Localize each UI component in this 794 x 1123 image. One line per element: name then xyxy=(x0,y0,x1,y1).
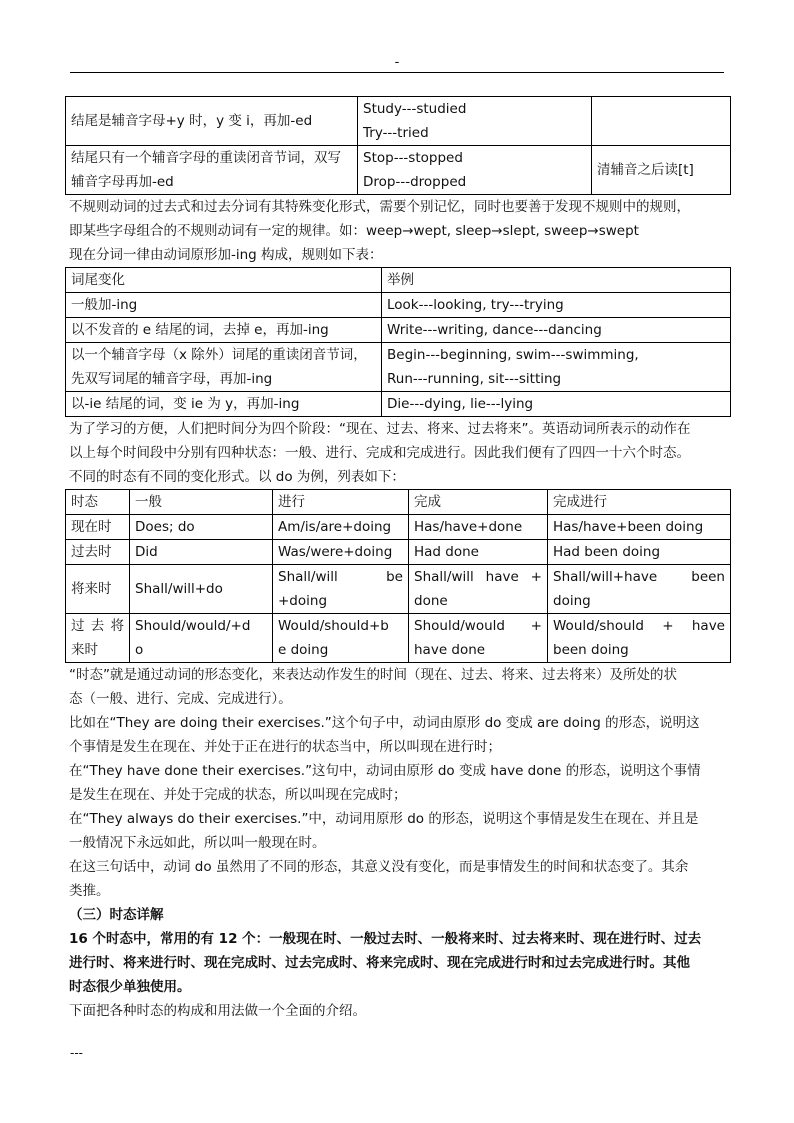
text-line: 不规则动词的过去式和过去分词有其特殊变化形式，需要个别记忆，同时也要善于发现不规则中的规则， xyxy=(69,199,690,215)
ed-rules-table xyxy=(65,96,731,195)
example-line: Drop---dropped xyxy=(363,174,467,190)
cell-line: e doing xyxy=(278,642,329,658)
cell-line: o xyxy=(135,642,144,658)
rule-cell: 以不发音的 e 结尾的词，去掉 e，再加-ing xyxy=(66,318,382,343)
text-line: 不同的时态有不同的变化形式。以 do 为例，列表如下： xyxy=(69,469,405,485)
rule-cell: 以-ie 结尾的词，变 ie 为 y，再加-ing xyxy=(66,392,382,417)
cell-line: Would/should + have xyxy=(553,618,725,634)
table-row xyxy=(66,97,731,146)
rule-cell xyxy=(66,343,382,392)
tense-cell xyxy=(273,614,409,663)
cell-line: Shall/will+have been xyxy=(553,569,725,585)
page-footer-mark: --- xyxy=(70,1046,83,1060)
example-cell xyxy=(358,97,592,146)
column-header: 完成进行 xyxy=(548,490,731,515)
cell-line: Shall/will be xyxy=(278,569,403,585)
column-header: 完成 xyxy=(409,490,548,515)
column-header: 词尾变化 xyxy=(66,268,382,293)
tense-cell xyxy=(273,565,409,614)
text-line: 类推。 xyxy=(69,883,110,899)
note-cell: 清辅音之后读[t] xyxy=(592,146,731,195)
table-row xyxy=(66,614,731,663)
example-cell xyxy=(382,343,731,392)
cell-line: Shall/will have + xyxy=(414,569,542,585)
tense-cell xyxy=(548,614,731,663)
table-row xyxy=(66,318,731,343)
cell-line: Should/would/+d xyxy=(135,618,251,634)
cell-line: 过去将 xyxy=(71,618,124,634)
tense-cell: Had done xyxy=(409,540,548,565)
text-line: 态（一般、进行、完成、完成进行）。 xyxy=(69,691,292,707)
table-row xyxy=(66,293,731,318)
example-line: Study---studied xyxy=(363,101,467,117)
cell-line: +doing xyxy=(278,593,328,609)
table-row xyxy=(66,146,731,195)
row-label xyxy=(66,614,130,663)
cell-line: been doing xyxy=(553,642,629,658)
note-cell xyxy=(592,97,731,146)
tense-cell: Has/have+been doing xyxy=(548,515,731,540)
tense-cell: Had been doing xyxy=(548,540,731,565)
tense-cell: Shall/will+do xyxy=(130,565,273,614)
table-row xyxy=(66,565,731,614)
text-line: “时态”就是通过动词的形态变化，来表达动作发生的时间（现在、过去、将来、过去将来）及所处的状 xyxy=(69,667,677,683)
tense-cell: Does; do xyxy=(130,515,273,540)
tense-cell: Did xyxy=(130,540,273,565)
document-body xyxy=(65,96,730,1023)
row-label: 过去时 xyxy=(66,540,130,565)
tense-cell: Was/were+doing xyxy=(273,540,409,565)
table-row xyxy=(66,392,731,417)
text-line: 即某些字母组合的不规则动词有一定的规律。如：weep→wept, sleep→slept, sweep→swept xyxy=(69,223,639,239)
example-line: Try---tried xyxy=(363,125,429,141)
tense-cell xyxy=(409,614,548,663)
row-label: 将来时 xyxy=(66,565,130,614)
example-cell: Die---dying, lie---lying xyxy=(382,392,731,417)
rule-cell: 结尾只有一个辅音字母的重读闭音节词，双写辅音字母再加-ed xyxy=(66,146,358,195)
tense-cell xyxy=(130,614,273,663)
cell-line: doing xyxy=(553,593,591,609)
example-line: Stop---stopped xyxy=(363,150,463,166)
table-row xyxy=(66,343,731,392)
text-line: 为了学习的方便，人们把时间分为四个阶段：“现在、过去、将来、过去将来”。英语动词所表示的动作在 xyxy=(69,421,691,437)
table-header-row xyxy=(66,490,731,515)
example-cell xyxy=(358,146,592,195)
tense-cell xyxy=(548,565,731,614)
example-cell: Look---looking, try---trying xyxy=(382,293,731,318)
tense-explanation-paragraph xyxy=(65,663,730,903)
text-line: 现在分词一律由动词原形加-ing 构成，规则如下表： xyxy=(69,247,383,263)
ing-rules-table xyxy=(65,267,731,417)
cell-line: Run---running, sit---sitting xyxy=(387,371,562,387)
section-summary xyxy=(65,927,730,999)
column-header: 举例 xyxy=(382,268,731,293)
cell-line: Should/would + xyxy=(414,618,542,634)
header-rule xyxy=(70,72,724,73)
table-row xyxy=(66,515,731,540)
text-line: 是发生在现在、并处于完成的状态，所以叫现在完成时； xyxy=(69,787,407,803)
column-header: 一般 xyxy=(130,490,273,515)
irregular-verbs-paragraph xyxy=(65,195,730,267)
rule-cell: 结尾是辅音字母+y 时，y 变 i，再加-ed xyxy=(66,97,358,146)
text-line: 以上每个时间段中分别有四种状态：一般、进行、完成和完成进行。因此我们便有了四四一十六个时态。 xyxy=(69,445,690,461)
text-line: 时态很少单独使用。 xyxy=(69,979,191,995)
cell-line: done xyxy=(414,593,448,609)
closing-line: 下面把各种时态的构成和用法做一个全面的介绍。 xyxy=(69,1003,366,1019)
row-label: 现在时 xyxy=(66,515,130,540)
text-line: 16 个时态中，常用的有 12 个：一般现在时、一般过去时、一般将来时、过去将来时、现在进行时、过去 xyxy=(69,931,702,947)
section-heading: （三）时态详解 xyxy=(69,907,164,923)
column-header: 时态 xyxy=(66,490,130,515)
table-row xyxy=(66,540,731,565)
text-line: 在这三句话中，动词 do 虽然用了不同的形态，其意义没有变化，而是事情发生的时间和状态变了。其余 xyxy=(69,859,689,875)
cell-line: 先双写词尾的辅音字母，再加-ing xyxy=(71,371,273,387)
cell-line: Would/should+b xyxy=(278,618,389,634)
tense-cell: Has/have+done xyxy=(409,515,548,540)
text-line: 在“They have done their exercises.”这句中，动词由原形 do 变成 have done 的形态，说明这个事情 xyxy=(69,763,701,779)
table-header-row xyxy=(66,268,731,293)
text-line: 一般情况下永远如此，所以叫一般现在时。 xyxy=(69,835,326,851)
tense-cell: Am/is/are+doing xyxy=(273,515,409,540)
text-line: 进行时、将来进行时、现在完成时、过去完成时、将来完成时、现在完成进行时和过去完成进行时。其他 xyxy=(69,955,690,971)
text-line: 在“They always do their exercises.”中，动词用原形 do 的形态，说明这个事情是发生在现在、并且是 xyxy=(69,811,699,827)
cell-line: 来时 xyxy=(71,642,98,658)
tense-table xyxy=(65,489,731,663)
cell-line: have done xyxy=(414,642,486,658)
example-cell: Write---writing, dance---dancing xyxy=(382,318,731,343)
page-header-mark: - xyxy=(394,55,400,70)
cell-line: Begin---beginning, swim---swimming, xyxy=(387,347,639,363)
rule-cell: 一般加-ing xyxy=(66,293,382,318)
column-header: 进行 xyxy=(273,490,409,515)
text-line: 个事情是发生在现在、并处于正在进行的状态当中，所以叫现在进行时； xyxy=(69,739,501,755)
cell-line: 以一个辅音字母（x 除外）词尾的重读闭音节词， xyxy=(71,347,367,363)
tense-intro-paragraph xyxy=(65,417,730,489)
tense-cell xyxy=(409,565,548,614)
text-line: 比如在“They are doing their exercises.”这个句子中，动词由原形 do 变成 are doing 的形态，说明这 xyxy=(69,715,700,731)
